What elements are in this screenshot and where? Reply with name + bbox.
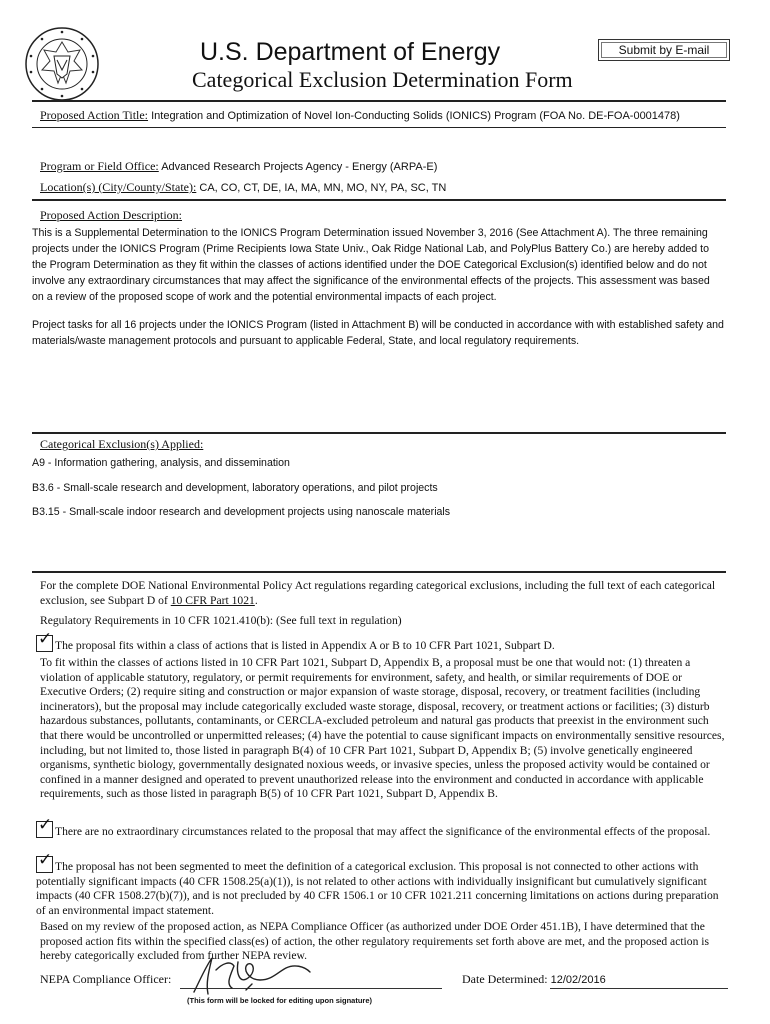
- cfr-link[interactable]: 10 CFR Part 1021: [170, 593, 255, 607]
- seal-ring-text: [100, 26, 101, 27]
- description-paragraph-1[interactable]: This is a Supplemental Determination to the IONICS Program Determination issued November 3, 2016 (See Attachment A). The three remaining projects under the IONICS Program (Prime Recipients Iowa State Univ., Oak Ridge National Lab, and PolyPlus Battery Co.) are hereby added to the Program Determination as they fit within the classes of actions identified under the DOE Categorical Exclusion(s) identified below and do not involve any extraordinary circumstances that may affect the significance of the environmental effects of the projects. This assessment was based on a review of the proposed scope of work and the potential environmental impacts of each project.: [32, 227, 710, 303]
- officer-label: NEPA Compliance Officer:: [40, 972, 172, 986]
- date-label: Date Determined:: [462, 972, 548, 986]
- action-title-label: Proposed Action Title:: [40, 108, 149, 122]
- office-value[interactable]: Advanced Research Projects Agency - Energy (ARPA-E): [161, 161, 438, 173]
- action-title-value[interactable]: Integration and Optimization of Novel Ion-Conducting Solids (IONICS) Program (FOA No. DE-FOA-0001478): [151, 110, 680, 122]
- regulatory-requirements-heading: Regulatory Requirements in 10 CFR 1021.410(b): (See full text in regulation): [40, 614, 402, 627]
- check-no-extraordinary-checkbox[interactable]: [36, 821, 53, 838]
- check-no-extraordinary-text: There are no extraordinary circumstances related to the proposal that may affect the significance of the environmental effects of the proposal.: [55, 825, 711, 838]
- location-value[interactable]: CA, CO, CT, DE, IA, MA, MN, MO, NY, PA, SC, TN: [199, 182, 447, 194]
- office-label: Program or Field Office:: [40, 159, 159, 173]
- submit-email-button[interactable]: Submit by E-mail: [598, 39, 730, 61]
- location-row: [40, 180, 446, 195]
- header-divider: [32, 100, 726, 102]
- description-paragraph-2[interactable]: Project tasks for all 16 projects under the IONICS Program (listed in Attachment B) will be conducted in accordance with with established safety and materials/waste management protocols and pursuant to applicable Federal, State, and local regulatory requirements.: [32, 319, 724, 347]
- check-not-segmented-checkbox[interactable]: [36, 856, 53, 873]
- check-fits-class-checkbox[interactable]: [36, 635, 53, 652]
- office-row: [40, 159, 437, 174]
- check-row-2: [36, 821, 726, 840]
- check-row-1: [36, 635, 726, 654]
- check-fits-class-text: The proposal fits within a class of actions that is listed in Appendix A or B to 10 CFR Part 1021, Subpart D.: [55, 639, 555, 652]
- exclusion-item-b3-15[interactable]: B3.15 - Small-scale indoor research and development projects using nanoscale materials: [32, 506, 451, 518]
- exclusion-item-a9[interactable]: A9 - Information gathering, analysis, and dissemination: [32, 457, 290, 469]
- exclusion-item-b3-6[interactable]: B3.6 - Small-scale research and development, laboratory operations, and pilot projects: [32, 482, 438, 494]
- date-row: [462, 972, 606, 988]
- divider-4: [32, 571, 726, 573]
- action-title-row: [40, 108, 730, 123]
- description-label: Proposed Action Description:: [40, 208, 182, 222]
- exclusions-label: Categorical Exclusion(s) Applied:: [40, 437, 204, 451]
- lock-note: (This form will be locked for editing upon signature): [187, 996, 373, 1005]
- conclusion-paragraph: Based on my review of the proposed action, as NEPA Compliance Officer (as authorized under DOE Order 451.1B), I have determined that the proposed action fits within the specified class(es) of action, the other regulatory requirements set forth above are met, and the proposed action is hereby categorically excluded from further NEPA review.: [40, 920, 710, 963]
- divider-2: [32, 199, 726, 201]
- divider-3: [32, 432, 726, 434]
- check-not-segmented-text: The proposal has not been segmented to meet the definition of a categorical exclusion. This proposal is not connected to other actions with potentially significant impacts (40 CFR 1508.25(a)(1)), is not related to other actions with individually insignificant but cumulatively significant impacts (40 CFR 1508.27(b)(7)), and is not precluded by 40 CFR 1506.1 or 10 CFR 1021.211 concerning limitations on actions during preparation of an environmental impact statement.: [36, 860, 719, 917]
- regulations-intro: For the complete DOE National Environmental Policy Act regulations regarding categorical exclusions, including the full text of each categorical exclusion, see Subpart D of 10 CFR Part 1021.: [40, 579, 716, 607]
- org-title: U.S. Department of Energy: [200, 38, 501, 66]
- check-row-3: [36, 856, 726, 918]
- officer-signature[interactable]: [186, 950, 346, 1000]
- divider-1: [32, 127, 726, 128]
- requirements-paragraph: To fit within the classes of actions listed in 10 CFR Part 1021, Subpart D, Appendix B, a proposal must be one that would not: (1) threaten a violation of applicable statutory, regulatory, or permit requirements for environment, safety, and health, or similar requirements of DOE or Executive Orders; (2) require siting and construction or major expansion of waste storage, disposal, recovery, or treatment facilities (including incinerators), but the proposal may include categorically excluded waste storage, disposal, recovery, or treatment actions or facilities; (3) disturb hazardous substances, pollutants, contaminants, or CERCLA-excluded petroleum and natural gas products that preexist in the environment such that there would be uncontrolled or unpermitted releases; (4) have the potential to cause significant impacts on environmentally sensitive resources, including, but not limited to, those listed in paragraph B(4) of 10 CFR Part 1021, Subpart D, Appendix B; (5) involve genetically engineered organisms, synthetic biology, governmentally designated noxious weeds, or invasive species, unless the proposed activity would be contained or confined in a manner designed and operated to prevent unauthorized release into the environment and conducted in accordance with applicable requirements, such as those listed in paragraph B(5) of 10 CFR Part 1021, Subpart D, Appendix B.: [40, 656, 725, 801]
- date-value[interactable]: 12/02/2016: [550, 974, 606, 986]
- form-title: Categorical Exclusion Determination Form: [192, 67, 573, 92]
- doe-seal: [24, 26, 100, 102]
- location-label: Location(s) (City/County/State):: [40, 180, 197, 194]
- date-line: [550, 988, 728, 989]
